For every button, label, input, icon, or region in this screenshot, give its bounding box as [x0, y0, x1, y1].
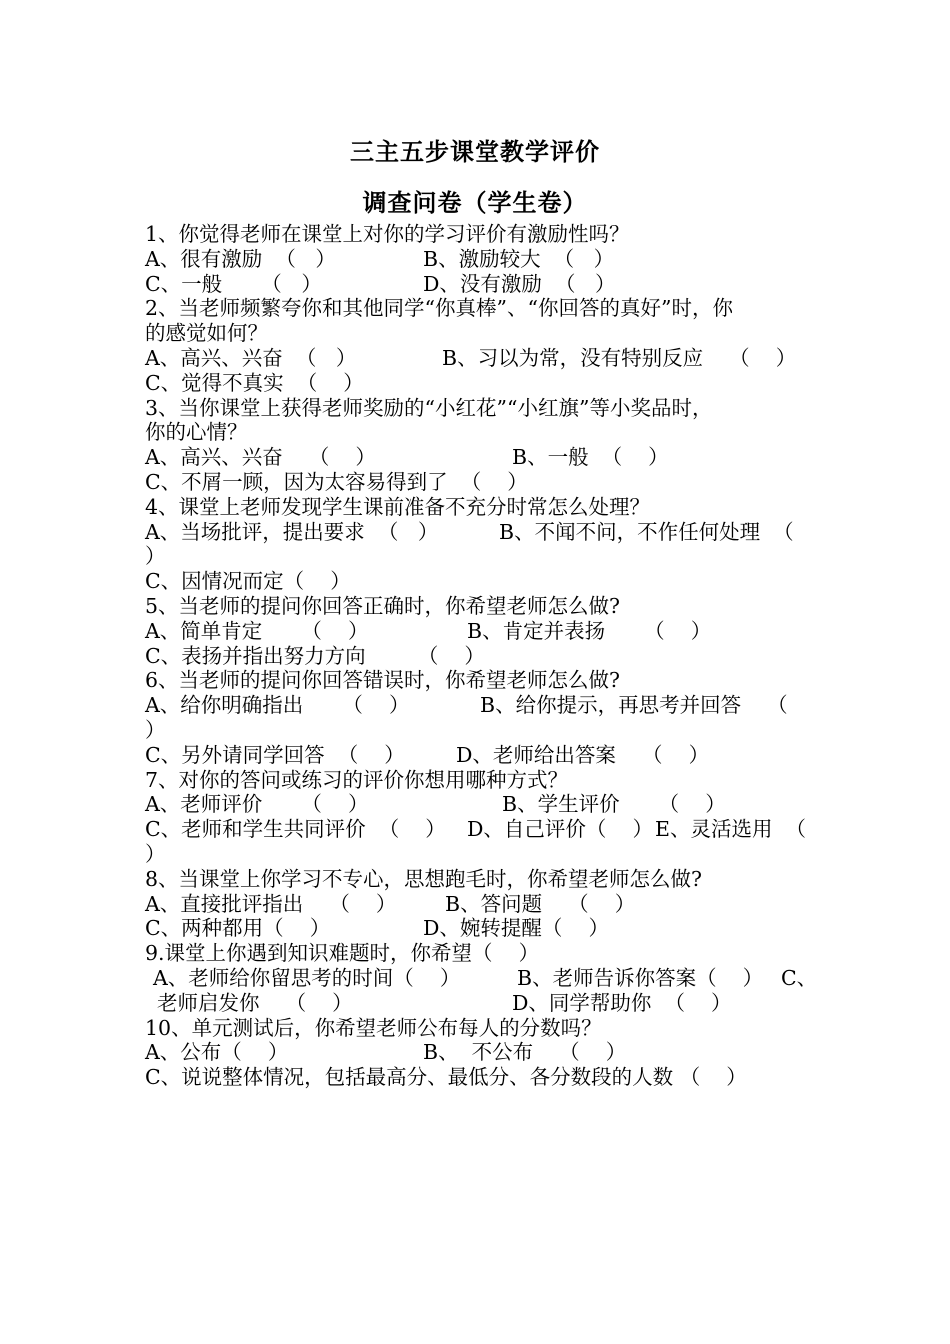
option-b: B、 不公布 （ ）	[423, 1040, 627, 1065]
option-a: A、老师给你留思考的时间（ ）	[153, 965, 461, 990]
option-e-wrap: ）	[145, 841, 166, 866]
option-b: B、老师告诉你答案（ ）	[517, 965, 764, 990]
option-c: C、不屑一顾，因为太容易得到了 （ ）	[145, 469, 528, 494]
option-b: B、激励较大 （ ）	[423, 246, 615, 271]
option-c: C、另外请同学回答 （ ）	[145, 742, 405, 767]
option-a: A、很有激励 （ ）	[145, 246, 336, 271]
option-c: C、因情况而定（ ）	[145, 569, 351, 594]
option-b: B、习以为常，没有特别反应 （ ）	[442, 345, 797, 370]
options-row	[145, 272, 810, 297]
option-d: D、自己评价（ ）	[467, 817, 654, 842]
option-c: C、表扬并指出努力方向 （ ）	[145, 643, 485, 668]
option-d: D、没有激励 （ ）	[423, 271, 616, 296]
options-row	[145, 792, 810, 817]
options-row	[145, 892, 810, 917]
options-row	[145, 965, 818, 991]
option-a: A、公布（ ）	[145, 1040, 289, 1065]
option-a: A、老师评价 （ ）	[145, 792, 369, 817]
document-subtitle: 调查问卷（学生卷）	[362, 188, 588, 217]
question-10: 10、单元测试后，你希望老师公布每人的分数吗？	[145, 1015, 602, 1040]
option-a: A、给你明确指出 （ ）	[145, 693, 410, 718]
options-row	[145, 743, 810, 768]
option-c: C、说说整体情况，包括最高分、最低分、各分数段的人数 （ ）	[145, 1065, 747, 1090]
option-a: A、高兴、兴奋 （ ）	[145, 445, 376, 470]
question-2-cont: 的感觉如何？	[145, 321, 268, 346]
option-c-wrap: 老师启发你 （ ）	[157, 990, 353, 1015]
option-b: B、学生评价 （ ）	[502, 792, 726, 817]
option-e: E、灵活选用 （	[655, 817, 806, 842]
option-c: C、觉得不真实 （ ）	[145, 370, 364, 395]
option-b: B、给你提示，再思考并回答 （	[480, 693, 788, 718]
option-b: B、肯定并表扬 （ ）	[467, 618, 712, 643]
question-2: 2、当老师频繁夸你和其他同学“你真棒”、“你回答的真好”时，你	[145, 296, 733, 321]
option-d: D、老师给出答案 （ ）	[456, 742, 710, 767]
question-5: 5、当老师的提问你回答正确时，你希望老师怎么做?	[145, 593, 621, 618]
document-title: 三主五步课堂教学评价	[350, 137, 600, 166]
option-c: C、一般 （ ）	[145, 271, 322, 296]
question-9: 9.课堂上你遇到知识难题时，你希望（ ）	[145, 941, 540, 966]
option-a: A、直接批评指出 （ ）	[145, 891, 397, 916]
question-4: 4、课堂上老师发现学生课前准备不充分时常怎么处理？	[145, 494, 651, 519]
question-3-cont: 你的心情？	[145, 420, 248, 445]
question-1: 1、你觉得老师在课堂上对你的学习评价有激励性吗？	[145, 222, 630, 246]
option-a: A、简单肯定 （ ）	[145, 618, 369, 643]
option-b: B、答问题 （ ）	[445, 891, 636, 916]
question-3: 3、当你课堂上获得老师奖励的“小红花”“小红旗”等小奖品时，	[145, 395, 713, 420]
questionnaire-body	[145, 222, 818, 1090]
question-6: 6、当老师的提问你回答错误时，你希望老师怎么做?	[145, 668, 621, 693]
option-c: C、两种都用（ ）	[145, 916, 331, 941]
options-row	[145, 619, 810, 644]
options-row	[145, 346, 810, 371]
options-row	[145, 520, 810, 545]
question-8: 8、当课堂上你学习不专心，思想跑毛时，你希望老师怎么做?	[145, 866, 703, 891]
option-b: B、不闻不问，不作任何处理 （	[499, 519, 794, 544]
options-row	[145, 247, 810, 272]
options-row	[145, 817, 810, 842]
option-d: D、婉转提醒（ ）	[423, 916, 610, 941]
question-7: 7、对你的答问或练习的评价你想用哪种方式？	[145, 767, 569, 792]
option-c: C、	[781, 965, 818, 990]
option-b: B、一般 （ ）	[512, 445, 669, 470]
options-row	[145, 445, 810, 470]
option-a: A、高兴、兴奋 （ ）	[145, 345, 357, 370]
options-row	[145, 991, 810, 1016]
options-row	[145, 916, 810, 941]
option-b-wrap: ）	[145, 544, 166, 569]
option-d: D、同学帮助你 （ ）	[512, 990, 732, 1015]
option-a: A、当场批评，提出要求 （ ）	[145, 519, 439, 544]
option-c: C、老师和学生共同评价 （ ）	[145, 817, 446, 842]
option-b-wrap: ）	[145, 717, 166, 742]
options-row	[145, 693, 810, 718]
options-row	[145, 1040, 810, 1065]
